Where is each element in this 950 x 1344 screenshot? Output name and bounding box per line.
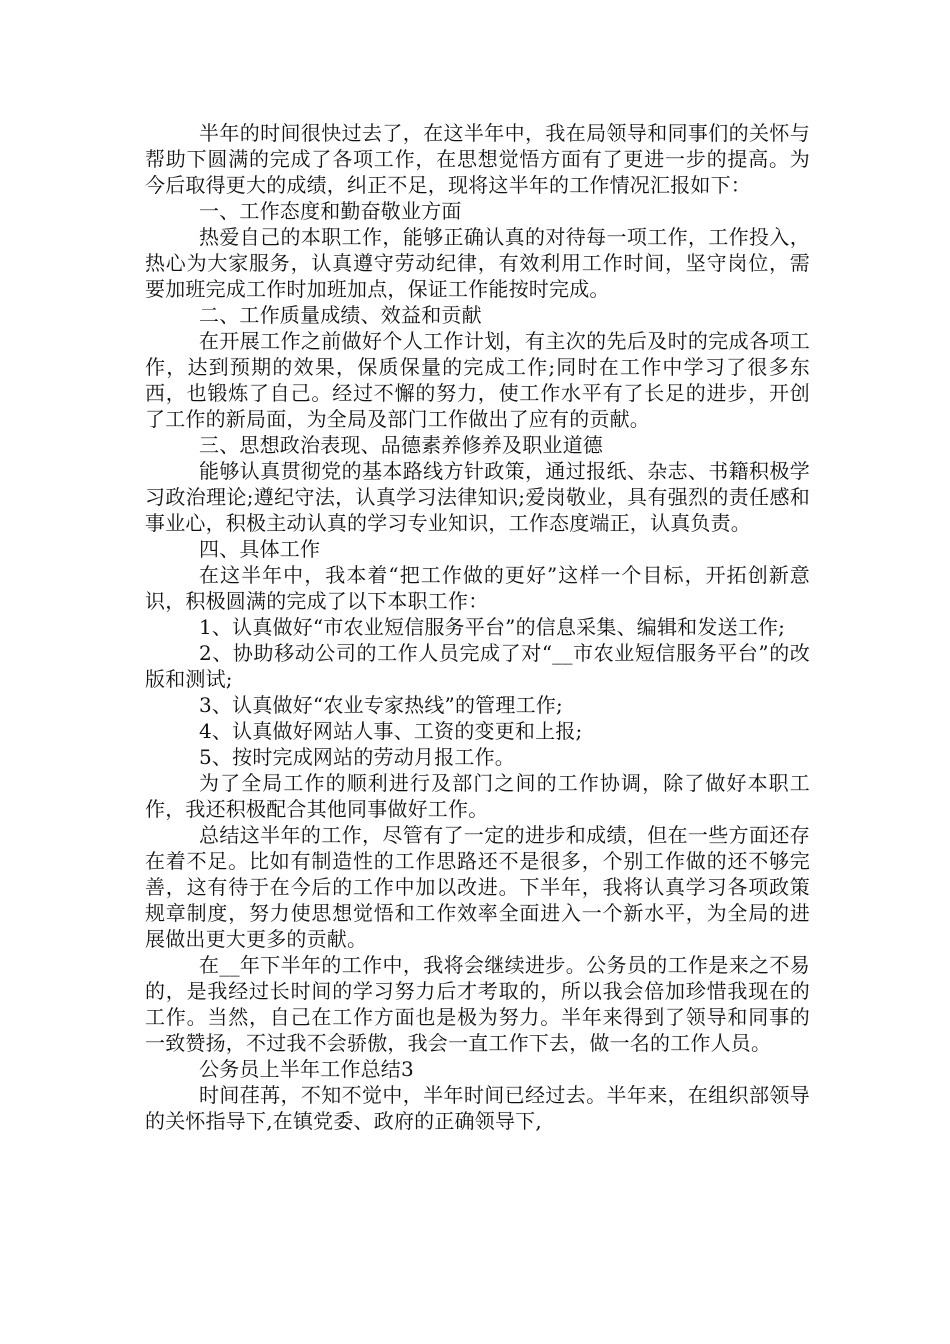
list-item-4: 4、认真做好网站人事、工资的变更和上报; xyxy=(199,719,583,743)
paragraph-summary: 总结这半年的工作，尽管有了一定的进步和成绩，但在一些方面还存在着不足。比如有制造性的工作思路还不是很多，个别工作做的还不够完善，这有待于在今后的工作中加以改进。下半年，我将认真学习各项政策规章制度，努力使思想觉悟和工作效率全面进入一个新水平，为全局的进展做出更大更多的贡献。 xyxy=(145,823,810,951)
paragraph-cooperation: 为了全局工作的顺利进行及部门之间的工作协调，除了做好本职工作，我还积极配合其他同事做好工作。 xyxy=(145,771,810,821)
paragraph-final: 时间荏苒，不知不觉中，半年时间已经过去。半年来，在组织部领导的关怀指导下,在镇党委、政府的正确领导下, xyxy=(145,1083,810,1133)
paragraph-specific-work: 在这半年中，我本着“把工作做的更好”这样一个目标，开拓创新意识，积极圆满的完成了以下本职工作： xyxy=(145,563,810,613)
paragraph-intro: 半年的时间很快过去了，在这半年中，我在局领导和同事们的关怀与帮助下圆满的完成了各项工作，在思想觉悟方面有了更进一步的提高。为今后取得更大的成绩，纠正不足，现将这半年的工作情况汇报如下： xyxy=(145,121,810,197)
list-item-1: 1、认真做好“市农业短信服务平台”的信息采集、编辑和发送工作; xyxy=(199,615,786,639)
paragraph-outlook: 在__年下半年的工作中，我将会继续进步。公务员的工作是来之不易的，是我经过长时间的学习努力后才考取的，所以我会倍加珍惜我现在的工作。当然，自己在工作方面也是极为努力。半年来得到了领导和同事的一致赞扬，不过我不会骄傲，我会一直工作下去，做一名的工作人员。 xyxy=(145,953,810,1055)
paragraph-political: 能够认真贯彻党的基本路线方针政策，通过报纸、杂志、书籍积极学习政治理论;遵纪守法，认真学习法律知识;爱岗敬业，具有强烈的责任感和事业心，积极主动认真的学习专业知识，工作态度端正，认真负责。 xyxy=(145,459,810,535)
document-body xyxy=(145,120,810,1134)
section-heading-1: 一、工作态度和勤奋敬业方面 xyxy=(199,199,462,223)
list-item-2: 2、协助移动公司的工作人员完成了对“__市农业短信服务平台”的改版和测试; xyxy=(145,641,810,691)
section-heading-4: 四、具体工作 xyxy=(199,537,321,561)
section-heading-3: 三、思想政治表现、品德素养修养及职业道德 xyxy=(199,433,603,457)
paragraph-work-attitude: 热爱自己的本职工作，能够正确认真的对待每一项工作，工作投入，热心为大家服务，认真遵守劳动纪律，有效利用工作时间，坚守岗位，需要加班完成工作时加班加点，保证工作能按时完成。 xyxy=(145,225,810,301)
paragraph-work-quality: 在开展工作之前做好个人工作计划，有主次的先后及时的完成各项工作，达到预期的效果，保质保量的完成工作;同时在工作中学习了很多东西，也锻炼了自己。经过不懈的努力，使工作水平有了长足的进步，开创了工作的新局面，为全局及部门工作做出了应有的贡献。 xyxy=(145,329,810,431)
document-subtitle: 公务员上半年工作总结3 xyxy=(199,1057,414,1081)
list-item-5: 5、按时完成网站的劳动月报工作。 xyxy=(199,745,515,769)
section-heading-2: 二、工作质量成绩、效益和贡献 xyxy=(199,303,482,327)
list-item-3: 3、认真做好“农业专家热线”的管理工作; xyxy=(199,693,563,717)
